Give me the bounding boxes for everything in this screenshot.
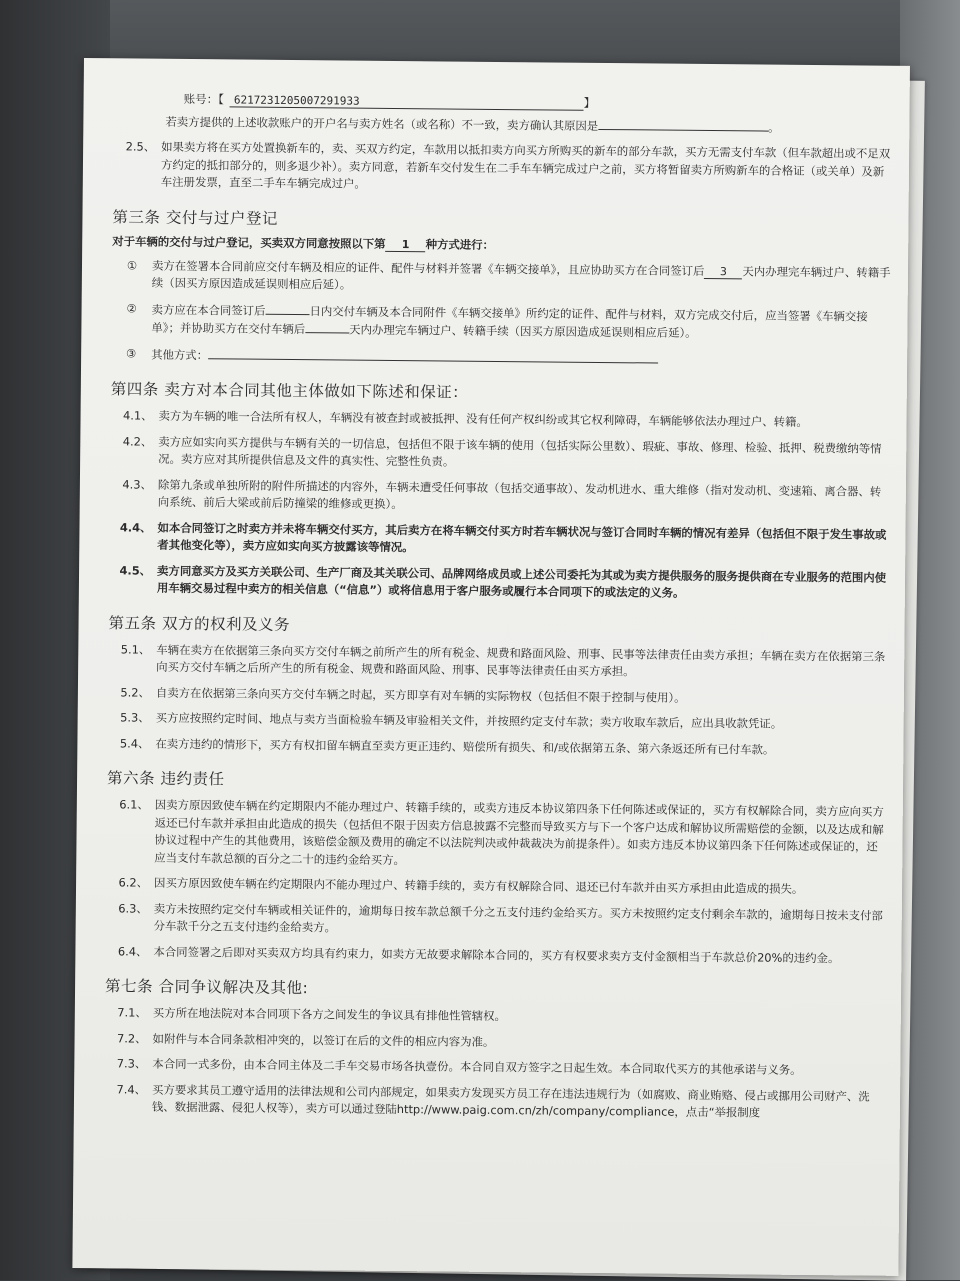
clause-6-1: 6.1、 因卖方原因致使车辆在约定期限内不能办理过户、转籍手续的，或卖方违反本协议第四条下任何陈述或保证的，买方有权解除合同，卖方应向买方返还已付车款并承担由此造成的损失（包括但不限于因卖方信息披露不完整而导致买方与下一个客户达成和解协议所需赔偿的金额，以及达成和解协议过程中产生的其他费用，该赔偿金额及费用的确定不以法院判决或仲裁裁决为前提条件）。如卖方违反本协议第四条下任何陈述或保证的，还应当支付车款总额的百分之二十的违约金给买方。 (119, 797, 884, 867)
clause-6-2: 6.2、 因买方原因致使车辆在约定期限内不能办理过户、转籍手续的，卖方有权解除合同、退还已付车款并由买方承担由此造成的损失。 (118, 875, 804, 896)
transfer-days-value: 3 (704, 265, 742, 278)
section3-option-1: ① 卖方在签署本合同前应交付车辆及相应的证件、配件与材料并签署《车辆交接单》，且应协助买方在合同签订后 3 天内办理完车辆过户、转籍手续（因买方原因造成延误则相应后延）。 (126, 257, 891, 292)
clause-2-5: 2.5、 如果卖方将在买方处置换新车的，卖、买双方约定，车款用以抵扣卖方向买方所购买的新车的部分车款，买方无需支付车款（但车款超出或不足双方约定的抵扣部分的，则多退少补）。卖方同意，若新车交付发生在二手车车辆完成过户之前，买方将暂留卖方所购新车的合格证（或关单）及新车注册发票，直至二手车车辆完成过户。 (125, 139, 891, 191)
section6-title: 第六条 违约责任 (107, 769, 225, 789)
mismatch-reason-blank (598, 117, 768, 132)
clause-5-1: 5.1、 车辆在卖方在依据第三条向买方交付车辆之前所产生的所有税金、规费和路面风险、刑事、民事等法律责任由卖方承担；车辆在卖方在依据第三条向买方交付车辆之后所产生的所有税金、规费和路面风险、刑事、民事等法律责任由买方承担。 (120, 641, 886, 679)
section3-lead: 对于车辆的交付与过户登记，买卖双方同意按照以下第 1 种方式进行： (112, 233, 495, 252)
section4-title: 第四条 卖方对本合同其他主体做如下陈述和保证： (110, 380, 469, 402)
section3-option-3: ③ 其他方式： (111, 345, 891, 371)
clause-7-1: 7.1、 买方所在地法院对本合同项下各方之间发生的争议具有排他性管辖权。 (117, 1005, 507, 1024)
clause-6-4: 6.4、 本合同签署之后即对买卖双方均具有约束力，如卖方无故要求解除本合同的，买方有权要求卖方支付金额相当于车款总价20%的违约金。 (117, 943, 840, 965)
account-mismatch-note: 若卖方提供的上述收款账户的开户名与卖方姓名（或名称）不一致，卖方确认其原因是 。 (165, 114, 780, 135)
page-content (104, 90, 894, 1123)
clause-6-3: 6.3、 卖方未按照约定交付车辆或相关证件的，逾期每日按车款总额千分之五支付违约金给买方。买方未按照约定支付剩余车款的，逾期每日按未支付部分车款千分之五支付违约金给卖方。 (118, 900, 883, 935)
delivery-method-value: 1 (386, 238, 426, 251)
delivery-days-blank (265, 301, 309, 314)
clause-5-4: 5.4、 在卖方违约的情形下，买方有权扣留车辆直至卖方更正违约、赔偿所有损失、和/或依据第五条、第六条返还所有已付车款。 (119, 735, 775, 757)
account-label: 账号：【 (183, 91, 224, 107)
clause-7-3: 7.3、 本合同一式多份，由本合同主体及二手车交易市场各执壹份。本合同自双方签字之日起生效。本合同取代买方的其他承诺与义务。 (116, 1056, 802, 1077)
clause-7-4: 7.4、 买方要求其员工遵守适用的法律法规和公司内部规定，如果卖方发现买方员工存在违法违规行为（如腐败、商业贿赂、侵占或挪用公司财产、洗钱、数据泄露、侵犯人权等），卖方可以通过登陆http://www.paig.com.cn/zh/company/compliance，点击“举报制度 (116, 1081, 870, 1120)
contract-page (72, 58, 910, 1276)
section5-title: 第五条 双方的权利及义务 (108, 613, 291, 634)
account-number: 6217231205007291933 (230, 93, 584, 110)
clause-5-3: 5.3、 买方应按照约定时间、地点与卖方当面检验车辆及审验相关文件，并按照约定支付车款；卖方收取车款后，应出具收款凭证。 (120, 710, 783, 731)
section7-title: 第七条 合同争议解决及其他: (105, 977, 309, 998)
clause-5-2: 5.2、 自卖方在依据第三条向买方交付车辆之时起，买方即享有对车辆的实际物权（包括但不限于控制与使用）。 (120, 684, 686, 705)
transfer-days-blank (305, 320, 349, 333)
other-method-blank (208, 346, 658, 363)
clause-7-2: 7.2、 如附件与本合同条款相冲突的，以签订在后的文件的相应内容为准。 (117, 1030, 495, 1049)
account-close: 】 (583, 95, 596, 110)
clause-4-5: 4.5、 卖方同意买方及买方关联公司、生产厂商及其关联公司、品牌网络成员或上述公司委托为其或为卖方提供服务的服务提供商在专业服务的范围内使用车辆交易过程中卖方的相关信息（“信息”）或将信息用于客户服务或履行本合同项下的或法定的义务。 (119, 562, 887, 600)
clause-4-3: 4.3、 除第九条或单独所附的附件所描述的内容外，车辆未遭受任何事故（包括交通事故）、发动机进水、重大维修（指对发动机、变速箱、离合器、转向系统、前后大梁或前后防撞梁的维修或更换）。 (122, 476, 882, 512)
clause-4-1: 4.1、 卖方为车辆的唯一合法所有权人，车辆没有被查封或被抵押、没有任何产权纠纷或其它权利障碍，车辆能够依法办理过户、转籍。 (122, 408, 808, 429)
section3-title: 第三条 交付与过户登记 (112, 207, 278, 228)
clause-4-2: 4.2、 卖方应如实向买方提供与车辆有关的一切信息，包括但不限于该车辆的使用（包括实际公里数）、瑕疵、事故、修理、检验、抵押、税费缴纳等情况。卖方应对其所提供信息及文件的真实性、完整性负责。 (122, 433, 882, 469)
section3-option-2: ② 卖方应在本合同签订后 日内交付车辆及本合同附件《车辆交接单》所约定的证件、配件与材料，双方完成交付后，应当签署《车辆交接单》；并协助买方在交付车辆后 天内办理完车辆过户、转籍手续（因买方原因造成延误则相应后延）。 (126, 300, 868, 340)
account-row (184, 91, 894, 114)
clause-4-4: 4.4、 如本合同签订之时卖方并未将车辆交付买方，其后卖方在将车辆交付买方时若车辆状况与签订合同时车辆的情况有差异（包括但不限于发生事故或者其他变化等），卖方应如实向买方披露该等情况。 (119, 519, 887, 555)
